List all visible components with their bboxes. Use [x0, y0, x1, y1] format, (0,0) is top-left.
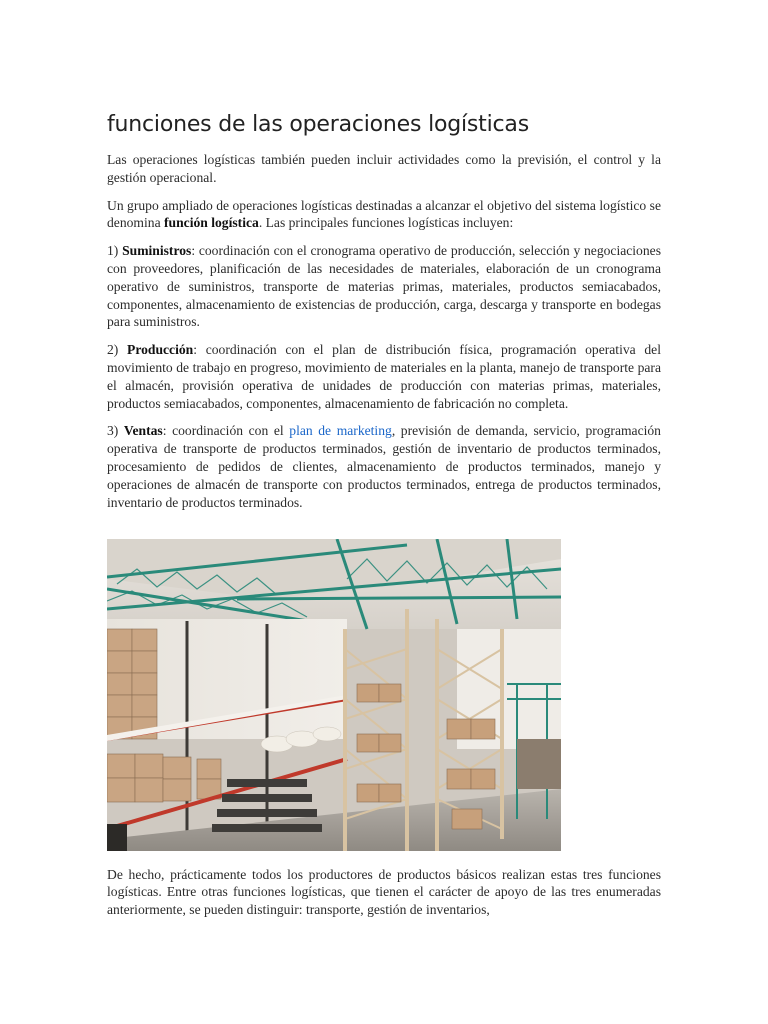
item-number: 1): [107, 243, 123, 259]
item-heading: Ventas: [123, 423, 163, 439]
intro-paragraph: Las operaciones logísticas también pueden incluir actividades como la previsión, el control y la gestión operacional.: [107, 152, 661, 185]
item-description: : coordinación con el cronograma operativo de producción, selección y negociaciones con proveedores, planificación de las necesidades de materiales, elaboración de un cronograma operativo de suministros, transporte de materias primas, materiales, productos semiacabados, componentes, almacenamiento de existencias de producción, carga, descarga y transporte en bodegas para suministros.: [107, 243, 661, 330]
definition-paragraph: [107, 197, 661, 233]
item-heading: Suministros: [122, 243, 192, 259]
marketing-plan-link[interactable]: plan de marketing: [289, 423, 392, 439]
item-description-before-link: : coordinación con el: [162, 423, 290, 439]
warehouse-photo: [107, 539, 561, 851]
function-item-sales: [107, 422, 661, 511]
definition-term: función logística: [164, 215, 259, 231]
function-item-production: [107, 341, 661, 412]
item-number: 3): [107, 423, 124, 439]
item-description: : coordinación con el plan de distribución física, programación operativa del movimiento de trabajo en progreso, movimiento de materiales en la planta, manejo de transporte para el almacén, provisión operativa de unidades de producción con materias primas, materiales, productos semiacabados, componentes, almacenamiento de fabricación no completa.: [107, 342, 661, 411]
item-number: 2): [107, 342, 128, 358]
closing-paragraph: De hecho, prácticamente todos los productores de productos básicos realizan estas tres funciones logísticas. Entre otras funciones logísticas, que tienen el carácter de apoyo de las tres enumeradas anteriormente, se pueden distinguir: transporte, gestión de inventarios,: [107, 866, 661, 918]
item-description-after-link: , previsión de demanda, servicio, programación operativa de transporte de productos terminados, gestión de inventario de productos terminados, procesamiento de pedidos de clientes, almacenamiento de productos terminados, manejo y operaciones de almacén de transporte con productos terminados, entrega de productos terminados, inventario de productos terminados.: [107, 423, 661, 510]
definition-text-after: . Las principales funciones logísticas incluyen:: [258, 215, 514, 231]
page-title: funciones de las operaciones logísticas: [107, 112, 529, 137]
document-body: [107, 151, 661, 521]
definition-text-before: Un grupo ampliado de operaciones logísticas destinadas a alcanzar el objetivo del sistema logístico se denomina: [107, 197, 661, 231]
item-heading: Producción: [127, 342, 194, 358]
function-item-supplies: [107, 242, 661, 331]
